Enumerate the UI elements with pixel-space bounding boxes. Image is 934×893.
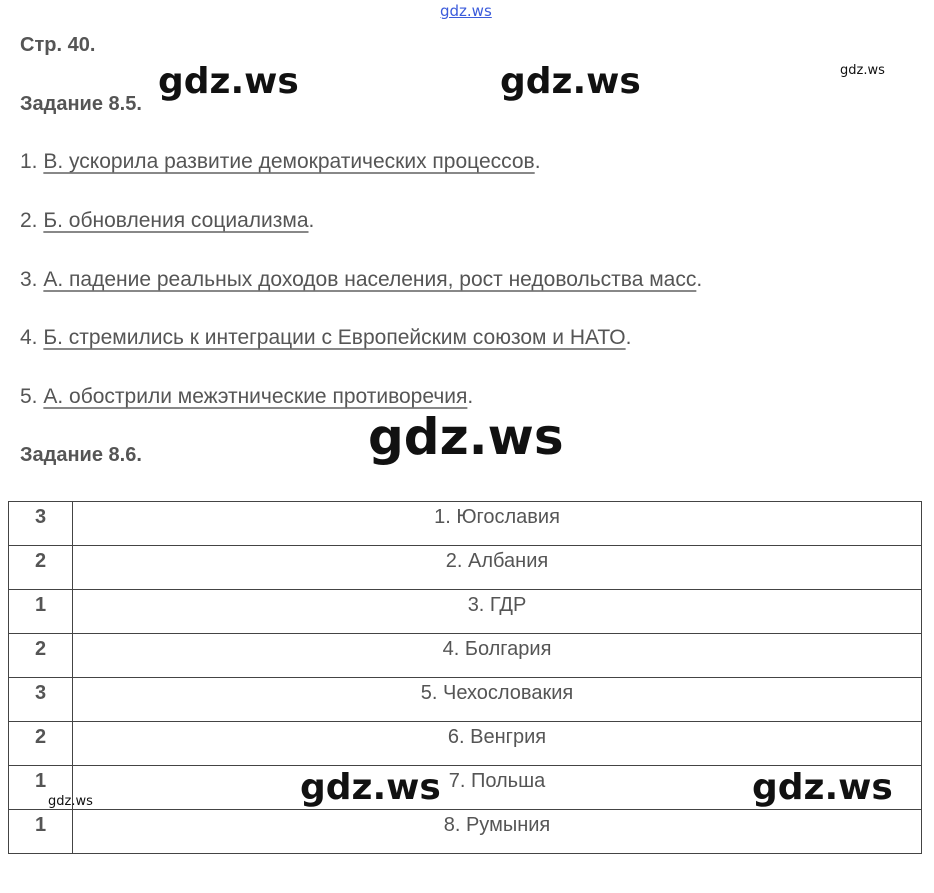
table-row bbox=[9, 590, 922, 634]
answer-end: . bbox=[308, 209, 315, 232]
table-cell-country: 2. Албания bbox=[73, 546, 922, 590]
answer-number: 5. bbox=[20, 385, 38, 408]
answer-text: А. падение реальных доходов населения, рост недовольства масс bbox=[43, 268, 697, 291]
table-row bbox=[9, 810, 922, 854]
task-8-5-title: Задание 8.5. bbox=[20, 93, 142, 115]
table-cell-country: 8. Румыния bbox=[73, 810, 922, 854]
answer-text: Б. стремились к интеграции с Европейским союзом и НАТО bbox=[43, 326, 626, 349]
watermark-large: gdz.ws bbox=[158, 61, 299, 102]
answer-number: 4. bbox=[20, 326, 38, 349]
watermark-large: gdz.ws bbox=[300, 767, 441, 808]
table-cell-number: 1 bbox=[9, 590, 73, 634]
answer-end: . bbox=[534, 150, 541, 173]
table-cell-country: 3. ГДР bbox=[73, 590, 922, 634]
answer-end: . bbox=[625, 326, 632, 349]
answer-line bbox=[20, 268, 702, 292]
answer-number: 2. bbox=[20, 209, 38, 232]
answer-line bbox=[20, 150, 541, 174]
table-cell-country: 7. Польша bbox=[73, 766, 922, 810]
table-row bbox=[9, 678, 922, 722]
table-row bbox=[9, 634, 922, 678]
answer-number: 1. bbox=[20, 150, 38, 173]
watermark-huge: gdz.ws bbox=[368, 408, 564, 466]
table-cell-number: 3 bbox=[9, 502, 73, 546]
answer-text: Б. обновления социализма bbox=[43, 209, 309, 232]
table-cell-number: 3 bbox=[9, 678, 73, 722]
table-cell-country: 5. Чехословакия bbox=[73, 678, 922, 722]
table-cell-number: 2 bbox=[9, 546, 73, 590]
table-row bbox=[9, 502, 922, 546]
table-cell-number: 1 bbox=[9, 810, 73, 854]
watermark-small: gdz.ws bbox=[48, 794, 93, 809]
answer-number: 3. bbox=[20, 268, 38, 291]
answer-text: А. обострили межэтнические противоречия bbox=[43, 385, 468, 408]
answer-line bbox=[20, 385, 473, 409]
task-8-6-title: Задание 8.6. bbox=[20, 444, 142, 466]
watermark-small: gdz.ws bbox=[840, 63, 885, 78]
table-cell-country: 4. Болгария bbox=[73, 634, 922, 678]
table-cell-number: 1 bbox=[9, 766, 73, 810]
table-cell-number: 2 bbox=[9, 722, 73, 766]
watermark-large: gdz.ws bbox=[752, 767, 893, 808]
table-row bbox=[9, 546, 922, 590]
table-cell-country: 6. Венгрия bbox=[73, 722, 922, 766]
table-row bbox=[9, 722, 922, 766]
answer-end: . bbox=[467, 385, 474, 408]
answer-text: В. ускорила развитие демократических процессов bbox=[43, 150, 535, 173]
watermark-top-link[interactable]: gdz.ws bbox=[440, 2, 492, 20]
table-cell-country: 1. Югославия bbox=[73, 502, 922, 546]
answer-line bbox=[20, 326, 631, 350]
answer-end: . bbox=[696, 268, 703, 291]
page-label: Стр. 40. bbox=[20, 34, 96, 56]
watermark-large: gdz.ws bbox=[500, 61, 641, 102]
table-cell-number: 2 bbox=[9, 634, 73, 678]
answer-line bbox=[20, 209, 314, 233]
